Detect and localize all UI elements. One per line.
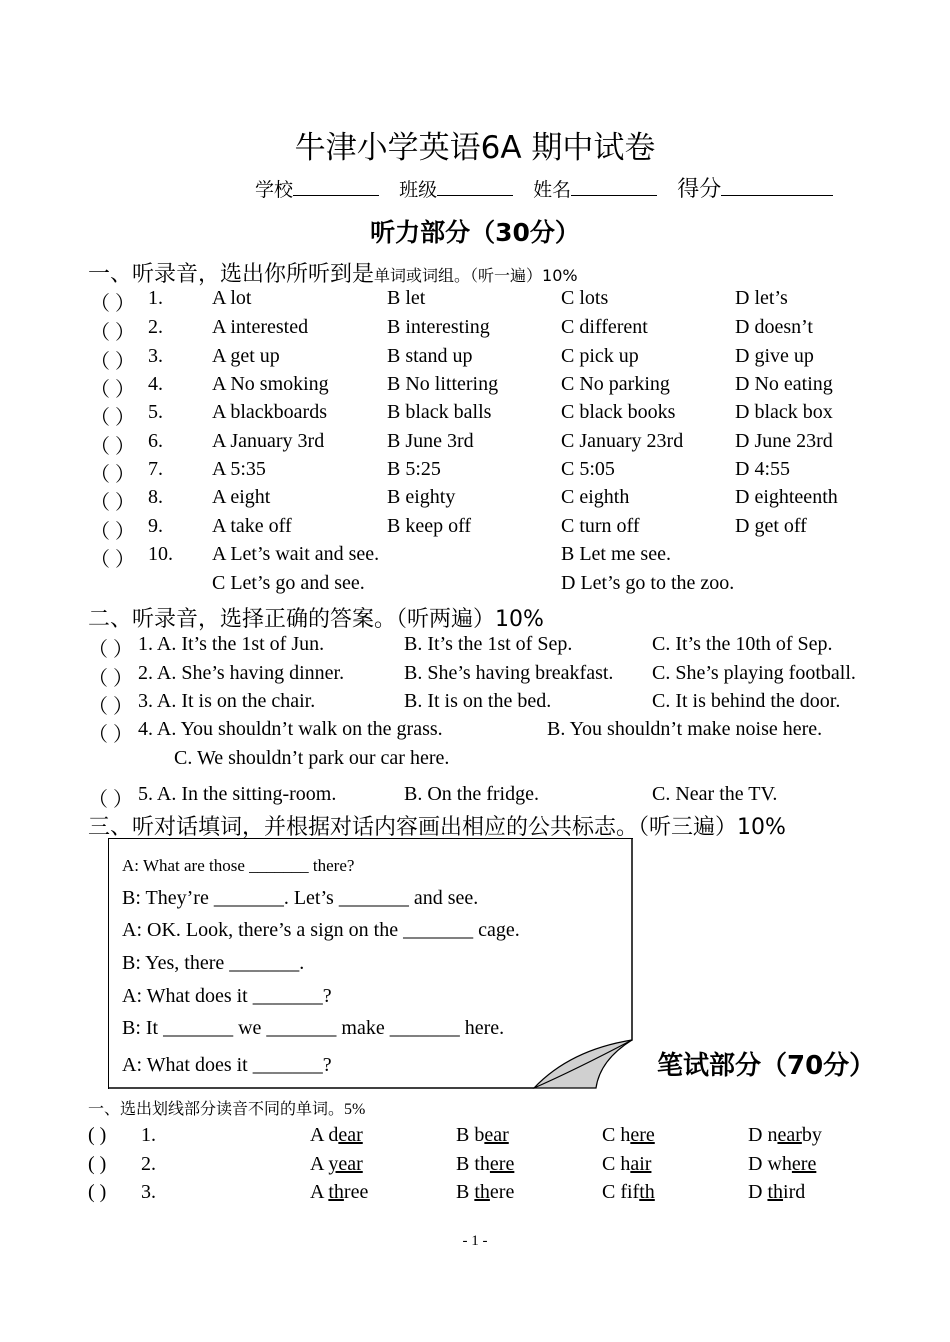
word-part: wh	[767, 1153, 792, 1175]
word-part: b	[474, 1124, 485, 1146]
q4-option-c: C. We shouldn’t park our car here.	[174, 747, 450, 769]
part1-note: 单词或词组。（听一遍）10%	[374, 266, 578, 285]
option-a	[310, 1124, 363, 1147]
option-b: B No littering	[387, 373, 499, 395]
option-d: D let’s	[735, 287, 788, 309]
answer-paren[interactable]: （ ）	[90, 436, 135, 458]
listening-section-header: 听力部分（30分）	[370, 218, 580, 247]
option-b: B black balls	[387, 401, 492, 423]
option-d: D 4:55	[735, 458, 790, 480]
option-c: C January 23rd	[561, 430, 684, 452]
question-number: 9.	[148, 515, 163, 537]
option-b: B let	[387, 287, 426, 309]
option-a	[310, 1181, 368, 1204]
option-d: D eighteenth	[735, 486, 838, 508]
q10-number: 10.	[148, 543, 173, 565]
answer-paren[interactable]: （ ）	[88, 789, 133, 811]
option-d: D black box	[735, 401, 833, 423]
option-a: A interested	[212, 316, 309, 338]
q10-option-d: D Let’s go to the zoo.	[561, 572, 735, 594]
q1-option-b: B. It’s the 1st of Sep.	[404, 633, 573, 655]
q10-option-c: C Let’s go and see.	[212, 572, 365, 594]
underlined-part: ere	[630, 1124, 655, 1146]
question-number: 6.	[148, 430, 163, 452]
word-part: h	[620, 1153, 631, 1175]
option-a: A eight	[212, 486, 271, 508]
question-number: 1.	[148, 287, 163, 309]
option-b: B June 3rd	[387, 430, 474, 452]
q5-option-b: B. On the fridge.	[404, 783, 539, 805]
option-letter: B	[456, 1124, 475, 1146]
q1-option-a: 1. A. It’s the 1st of Jun.	[138, 633, 325, 655]
option-d	[748, 1181, 805, 1204]
option-d: D June 23rd	[735, 430, 833, 452]
option-c: C lots	[561, 287, 609, 309]
option-c: C black books	[561, 401, 676, 423]
option-letter: B	[456, 1181, 475, 1203]
q3-option-a: 3. A. It is on the chair.	[138, 690, 316, 712]
underlined-part: th	[328, 1181, 344, 1203]
option-letter: C	[602, 1124, 621, 1146]
option-letter: A	[310, 1124, 329, 1146]
part3-title: 三、听对话填词，并根据对话内容画出相应的公共标志。（听三遍）10%	[88, 815, 786, 840]
option-d: D doesn’t	[735, 316, 813, 338]
question-number: 4.	[148, 373, 163, 395]
option-a: A No smoking	[212, 373, 329, 395]
word-part: th	[474, 1153, 490, 1175]
option-c	[602, 1124, 655, 1147]
written1-title: 一、选出划线部分读音不同的单词。5%	[88, 1101, 366, 1118]
option-letter: C	[602, 1153, 621, 1175]
q3-option-b: B. It is on the bed.	[404, 690, 552, 712]
question-number: 8.	[148, 486, 163, 508]
underlined-part: ear	[338, 1124, 363, 1146]
underlined-part: ear	[777, 1124, 802, 1146]
answer-paren[interactable]: （ ）	[90, 521, 135, 543]
option-letter: D	[748, 1153, 768, 1175]
question-number: 7.	[148, 458, 163, 480]
answer-paren[interactable]: （ ）	[90, 492, 135, 514]
written-section-header: 笔试部分（70分）	[657, 1051, 876, 1081]
option-b: B eighty	[387, 486, 456, 508]
answer-paren[interactable]: （ ）	[88, 724, 133, 746]
q1-option-c: C. It’s the 10th of Sep.	[652, 633, 833, 655]
dialogue-line-1: A: What are those _______ there?	[122, 856, 355, 875]
underlined-part: year	[328, 1153, 363, 1175]
page-title: 牛津小学英语6A 期中试卷	[294, 130, 656, 166]
word-part: d	[328, 1124, 339, 1146]
option-b: B stand up	[387, 345, 473, 367]
class-label: 班级	[399, 179, 438, 201]
answer-paren[interactable]: （ ）	[90, 407, 135, 429]
option-b: B interesting	[387, 316, 490, 338]
word-part: ree	[343, 1181, 369, 1203]
q10-option-a: A Let’s wait and see.	[212, 543, 380, 565]
option-a: A January 3rd	[212, 430, 325, 452]
question-number: 2.	[148, 316, 163, 338]
q5-option-c: C. Near the TV.	[652, 783, 778, 805]
q2-option-c: C. She’s playing football.	[652, 662, 856, 684]
option-a	[310, 1153, 363, 1176]
answer-paren[interactable]: （ ）	[90, 351, 135, 373]
underlined-part: air	[630, 1153, 652, 1175]
school-label: 学校	[255, 179, 294, 201]
answer-paren[interactable]: （ ）	[90, 293, 135, 315]
answer-paren[interactable]: （ ）	[90, 322, 135, 344]
option-d	[748, 1153, 816, 1176]
word-part: h	[620, 1124, 631, 1146]
name-label: 姓名	[533, 179, 572, 201]
question-number: 1.	[141, 1124, 156, 1146]
option-b: B 5:25	[387, 458, 441, 480]
word-part: ere	[489, 1181, 515, 1203]
option-b	[456, 1181, 514, 1204]
option-letter: C	[602, 1181, 621, 1203]
option-b	[456, 1124, 509, 1147]
dialogue-line-6: B: It _______ we _______ make _______ here.	[122, 1017, 505, 1039]
option-c	[602, 1153, 651, 1176]
question-number: 5.	[148, 401, 163, 423]
option-letter: A	[310, 1181, 329, 1203]
option-a: A 5:35	[212, 458, 266, 480]
option-d: D No eating	[735, 373, 833, 395]
question-number: 3.	[148, 345, 163, 367]
answer-paren[interactable]: （ ）	[88, 696, 133, 718]
option-c: C different	[561, 316, 648, 338]
q5-option-a: 5. A. In the sitting-room.	[138, 783, 337, 805]
question-number: 3.	[141, 1181, 156, 1203]
answer-paren[interactable]: ( )	[88, 1181, 107, 1203]
dialogue-line-4: B: Yes, there _______.	[122, 952, 305, 974]
option-a: A lot	[212, 287, 252, 309]
answer-paren[interactable]: （ ）	[90, 549, 135, 571]
dialogue-line-2: B: They’re _______. Let’s _______ and see.	[122, 887, 479, 909]
option-letter: A	[310, 1153, 329, 1175]
word-part: fif	[620, 1181, 640, 1203]
option-c: C eighth	[561, 486, 630, 508]
part1-title-text: 一、听录音，选出你所听到是	[88, 262, 375, 287]
part2-title: 二、听录音，选择正确的答案。（听两遍）10%	[88, 607, 544, 632]
question-number: 2.	[141, 1153, 156, 1175]
option-letter: D	[748, 1124, 768, 1146]
option-a: A get up	[212, 345, 280, 367]
underlined-part: th	[474, 1181, 490, 1203]
word-part: ird	[783, 1181, 806, 1203]
q2-option-a: 2. A. She’s having dinner.	[138, 662, 345, 684]
answer-paren[interactable]: （ ）	[88, 668, 133, 690]
option-c: C pick up	[561, 345, 639, 367]
q3-option-c: C. It is behind the door.	[652, 690, 841, 712]
underlined-part: ear	[484, 1124, 509, 1146]
option-letter: D	[748, 1181, 768, 1203]
answer-paren[interactable]: ( )	[88, 1153, 107, 1175]
option-b	[456, 1153, 514, 1176]
q4-option-a: 4. A. You shouldn’t walk on the grass.	[138, 718, 443, 740]
option-a: A blackboards	[212, 401, 327, 423]
answer-paren[interactable]: （ ）	[90, 464, 135, 486]
q4-option-b: B. You shouldn’t make noise here.	[547, 718, 823, 740]
option-c	[602, 1181, 655, 1204]
page-number: - 1 -	[462, 1233, 488, 1249]
option-b: B keep off	[387, 515, 472, 537]
word-part: by	[801, 1124, 822, 1146]
answer-paren[interactable]: （ ）	[90, 379, 135, 401]
option-c: C No parking	[561, 373, 670, 395]
option-a: A take off	[212, 515, 292, 537]
dialogue-line-3: A: OK. Look, there’s a sign on the _______ cage.	[122, 919, 520, 941]
option-d: D give up	[735, 345, 814, 367]
score-label: 得分	[677, 177, 722, 202]
underlined-part: ere	[489, 1153, 515, 1175]
answer-paren[interactable]: （ ）	[88, 639, 133, 661]
underlined-part: ere	[791, 1153, 817, 1175]
option-d: D get off	[735, 515, 807, 537]
q10-option-b: B Let me see.	[561, 543, 671, 565]
q2-option-b: B. She’s having breakfast.	[404, 662, 614, 684]
option-c: C turn off	[561, 515, 640, 537]
underlined-part: th	[639, 1181, 655, 1203]
dialogue-line-5: A: What does it _______?	[122, 985, 332, 1007]
underlined-part: th	[767, 1181, 784, 1203]
answer-paren[interactable]: ( )	[88, 1124, 107, 1146]
option-d	[748, 1124, 822, 1147]
option-c: C 5:05	[561, 458, 615, 480]
option-letter: B	[456, 1153, 475, 1175]
word-part: n	[767, 1124, 778, 1146]
dialogue-line-7: A: What does it _______?	[122, 1054, 332, 1076]
